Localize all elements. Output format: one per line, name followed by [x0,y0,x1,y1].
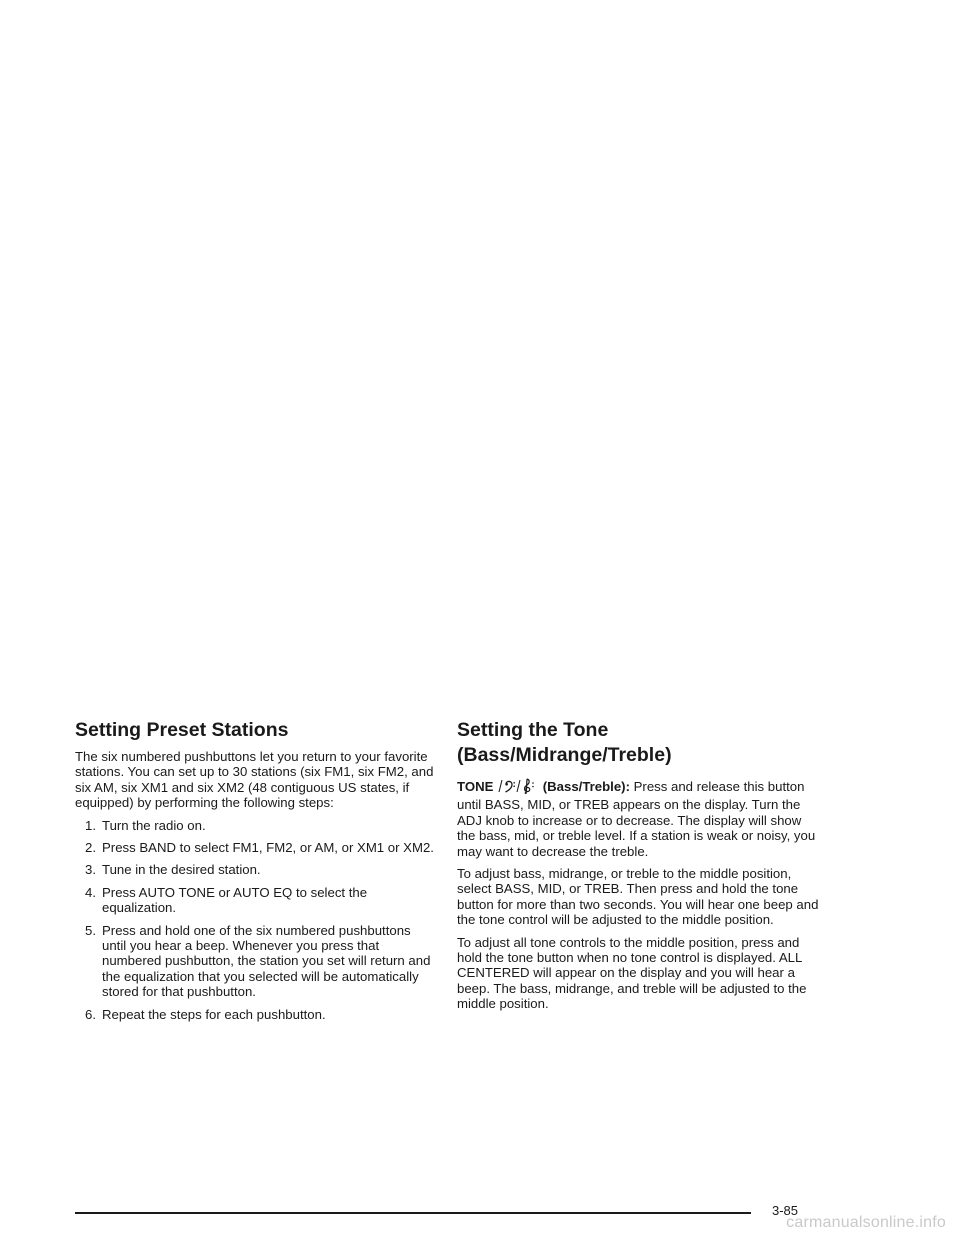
list-item: 5. Press and hold one of the six numbered pushbuttons until you hear a beep. Whenever you press that numbered pushbutton, the station you set will return and the equalization that you selected will be automatically stored for that pushbutton. [85,922,431,1000]
bass-clef-icon [505,781,515,792]
list-item: 3. Tune in the desired station. [85,862,261,878]
page-number: 3-85 [772,1203,799,1218]
treble-clef-icon [525,779,534,794]
footer-rule [75,1212,751,1214]
list-item: 6. Repeat the steps for each pushbutton. [85,1006,326,1022]
tone-paragraph-3: To adjust all tone controls to the middle position, press and hold the tone button when no tone control is displayed. ALL CENTERED will appear on the display and you will hear a beep. The bass, midrange, and treble will be adjusted to the middle position. [457,934,807,1012]
tone-icons [498,778,538,797]
preset-steps-list [75,818,435,1022]
right-column [457,718,822,1019]
section-heading-tone: Setting the Tone (Bass/Midrange/Treble) [457,719,672,766]
section-heading-preset-stations: Setting Preset Stations [75,719,289,741]
tone-paragraph-2: To adjust bass, midrange, or treble to the middle position, select BASS, MID, or TREB. Then press and hold the tone button for more than two seconds. You will hear one beep and the tone control will be adjusted to the middle position. [457,866,819,928]
list-item: 4. Press AUTO TONE or AUTO EQ to select the equalization. [85,884,368,916]
left-column [75,718,435,1029]
tone-label: TONE [457,779,494,794]
tone-paren-label: (Bass/Treble): [542,779,630,794]
list-item: 2. Press BAND to select FM1, FM2, or AM, or XM1 or XM2. [85,840,434,856]
tone-paragraph [457,778,822,859]
watermark: carmanualsonline.info [786,1214,946,1231]
list-item: 1. Turn the radio on. [85,817,206,833]
tone-description: Press and release this button until BASS, MID, or TREB appears on the display. Turn the ADJ knob to increase or to decrease. The display will show the bass, mid, or treble level. If a station is weak or noisy, you may want to decrease the treble. [457,779,816,859]
preset-intro-paragraph: The six numbered pushbuttons let you return to your favorite stations. You can set up to 30 stations (six FM1, six FM2, and six AM, six XM1 and six XM2 (48 contiguous US states, if equipped) by performing the following steps: [75,749,434,811]
